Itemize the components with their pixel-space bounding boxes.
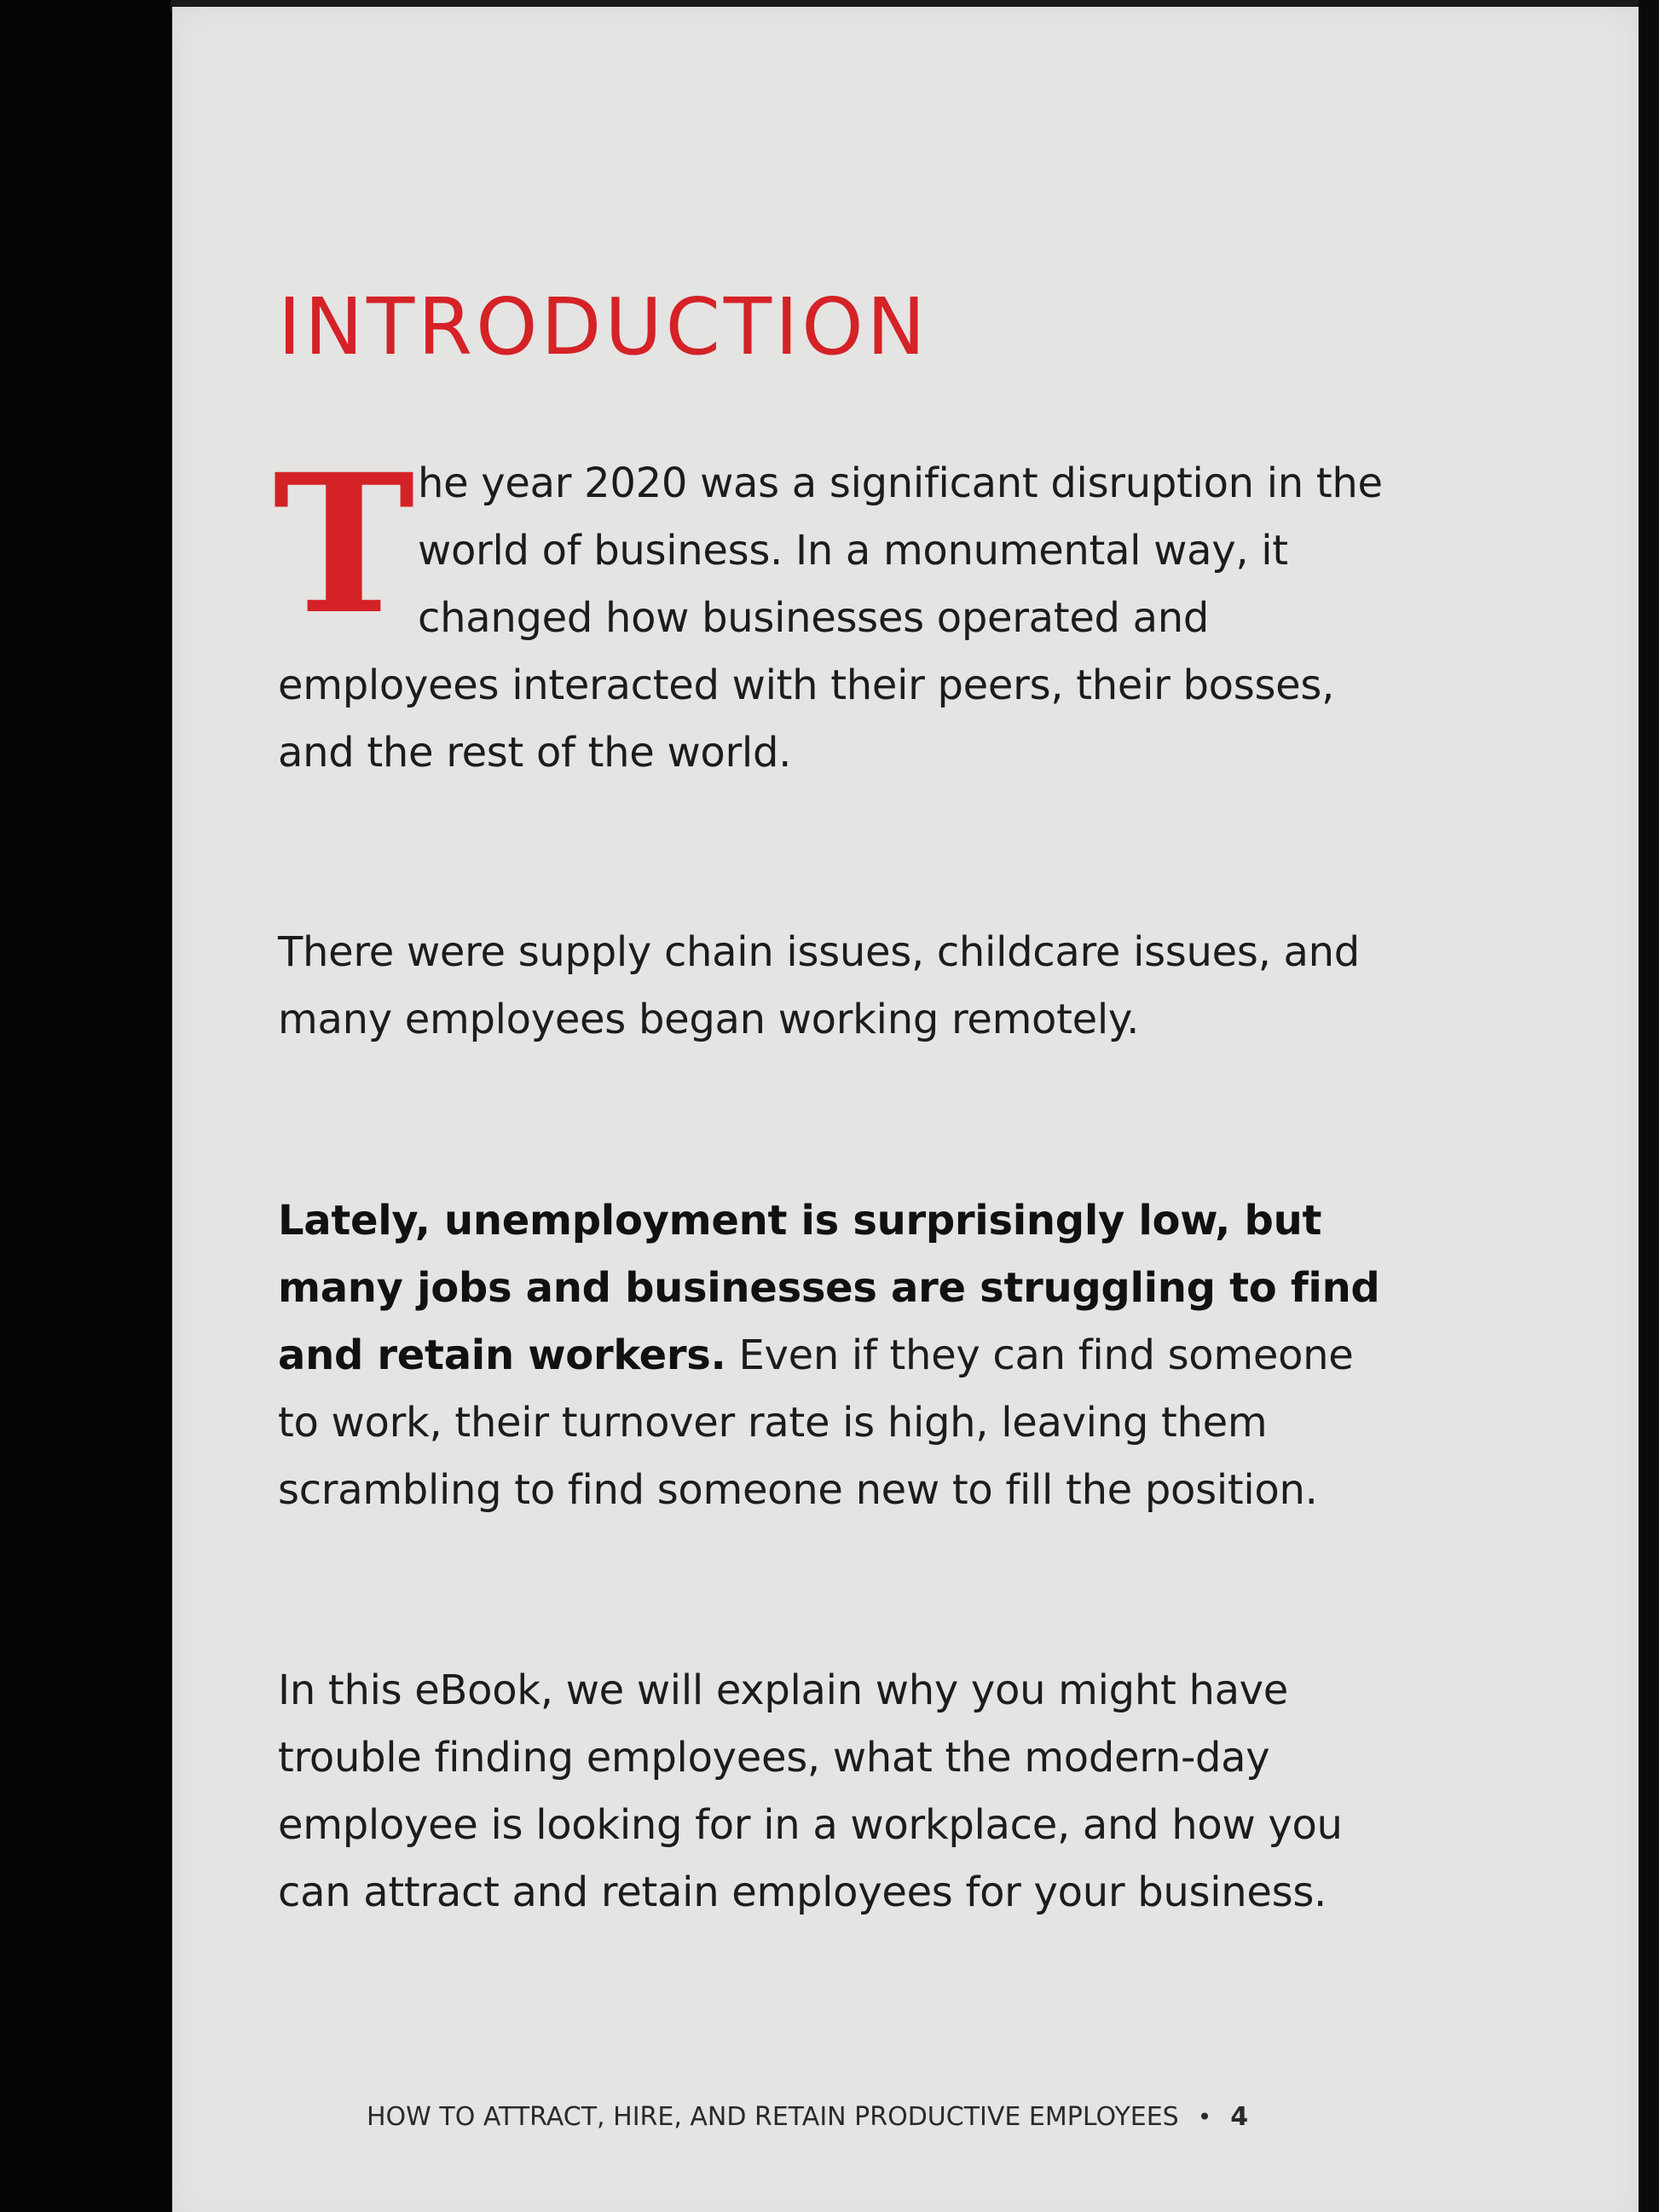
intro-paragraph-3 xyxy=(278,1187,1386,1524)
paragraph-3-bold-text: Lately, unemployment is surprisingly low, but many jobs and businesses are struggling to find and retain workers. xyxy=(278,1197,1380,1379)
intro-paragraph-4: In this eBook, we will explain why you might have trouble finding employees, what the modern-day employee is looking for in a workplace, and how you can attract and retain employees for your business. xyxy=(278,1666,1343,1916)
page-footer xyxy=(367,2102,1248,2132)
footer-title: HOW TO ATTRACT, HIRE, AND RETAIN PRODUCTIVE EMPLOYEES xyxy=(367,2102,1179,2132)
page-number: 4 xyxy=(1230,2102,1249,2132)
page-title: INTRODUCTION xyxy=(278,281,929,373)
drop-cap: T xyxy=(273,432,415,656)
paragraph-1-text: he year 2020 was a significant disruption in the world of business. In a monumental way, it changed how businesses operated and employees interacted with their peers, their bosses, and the rest of the world. xyxy=(278,459,1383,777)
paragraph-3-text: Even if they can find someone to work, their turnover rate is high, leaving them scrambling to find someone new to fill the position. xyxy=(278,1331,1354,1514)
intro-paragraph-1 xyxy=(273,432,1386,787)
footer-separator: • xyxy=(1197,2103,1212,2131)
intro-paragraph-2: There were supply chain issues, childcare issues, and many employees began working remotely. xyxy=(278,928,1360,1043)
screen-bezel-right xyxy=(1639,0,1659,2212)
